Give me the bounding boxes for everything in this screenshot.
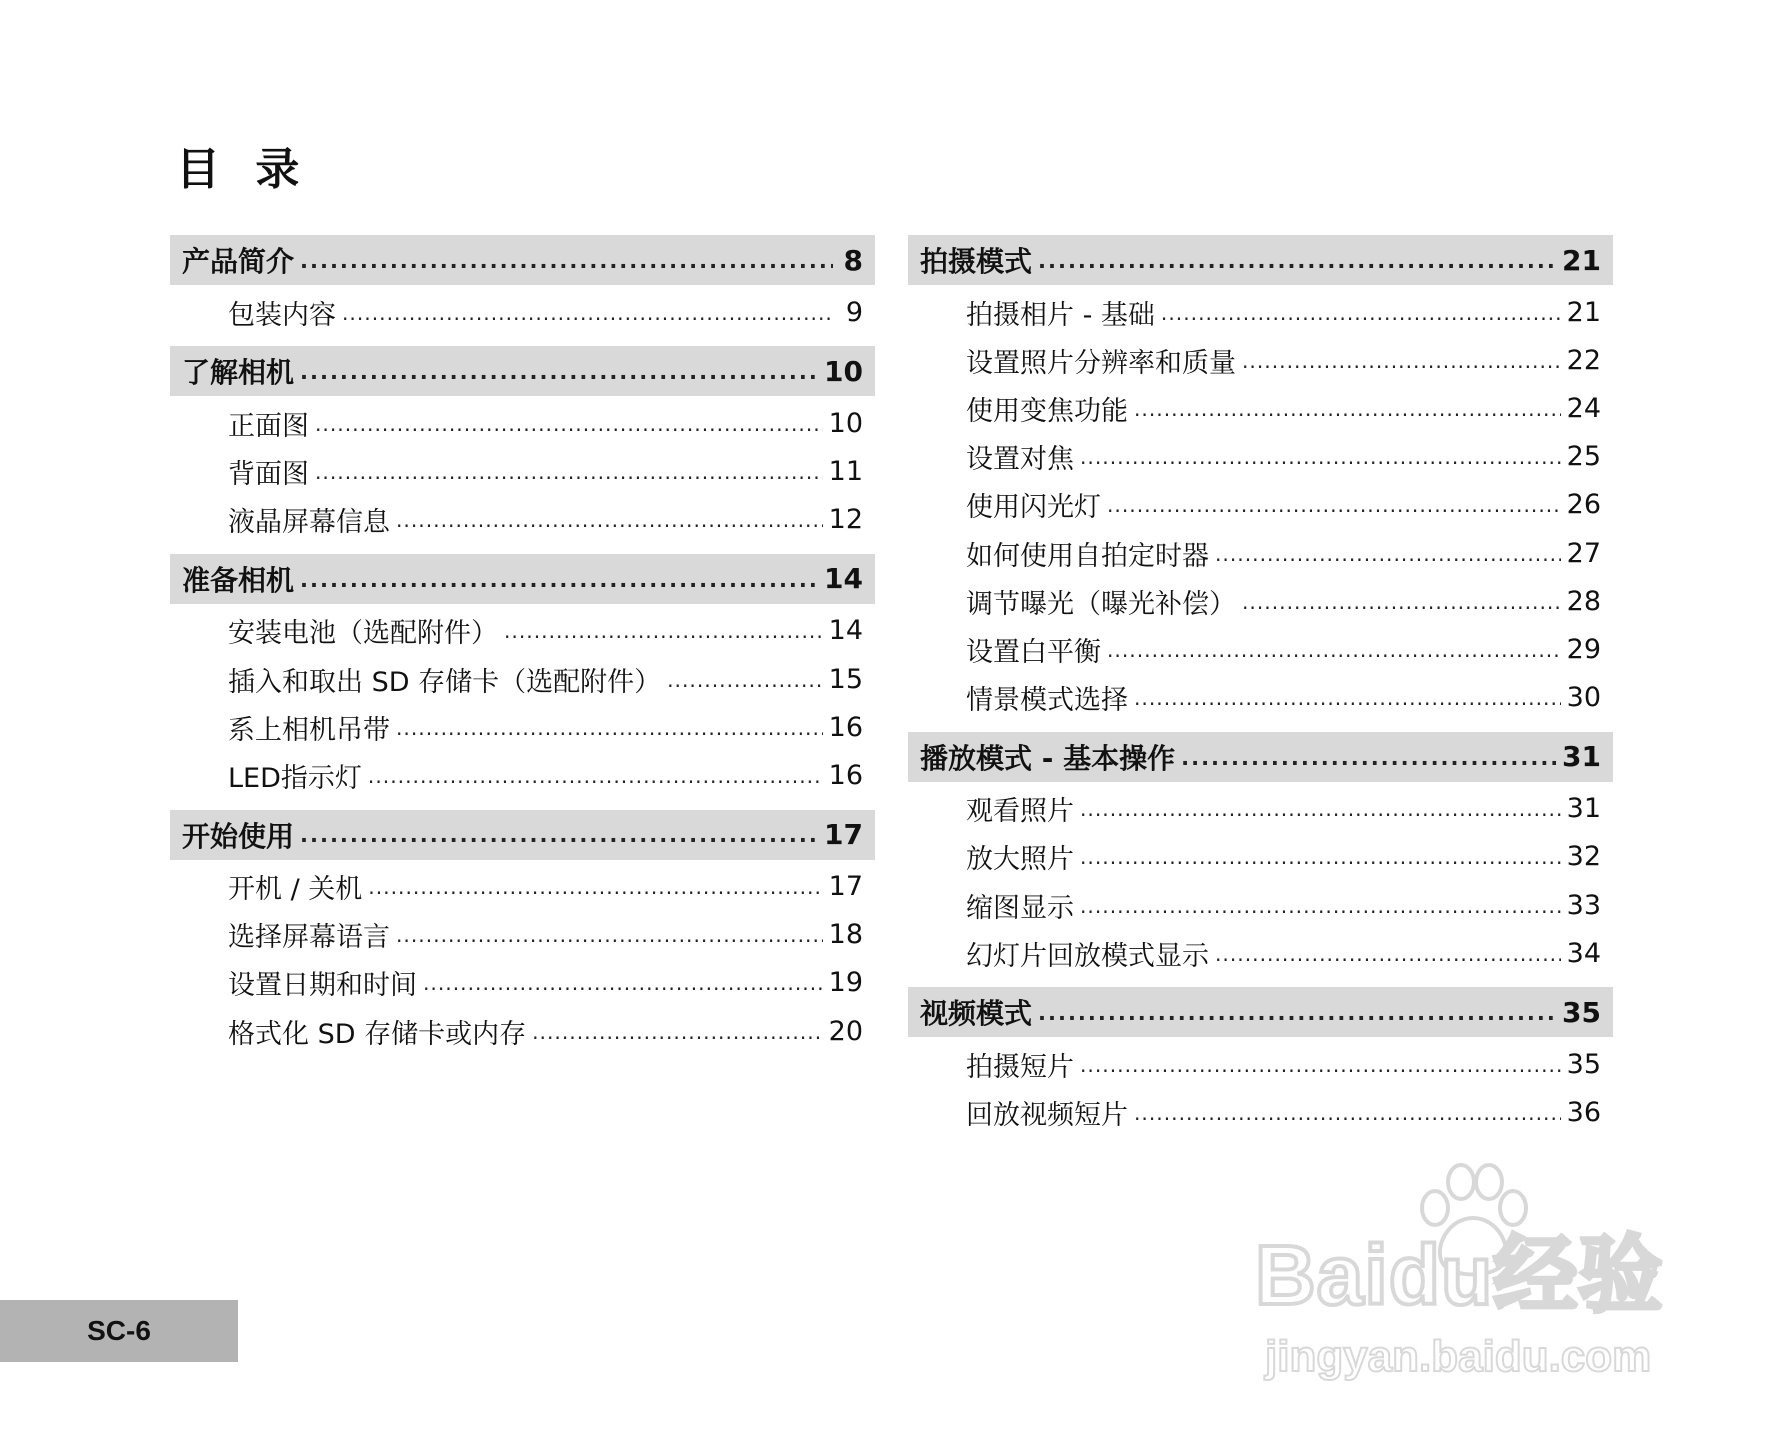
- leader-dots: [1038, 246, 1556, 274]
- toc-entry-label: 拍摄短片: [966, 1052, 1074, 1084]
- toc-entry-label: 正面图: [228, 410, 309, 442]
- toc-section: [170, 810, 875, 1056]
- toc-entry-label: 如何使用自拍定时器: [966, 540, 1209, 572]
- toc-entry-page: 34: [1566, 937, 1601, 969]
- toc-entry-label: 观看照片: [966, 796, 1074, 828]
- toc-entry[interactable]: [908, 529, 1613, 577]
- toc-entry-page: 18: [828, 919, 863, 951]
- toc-entry-page: 17: [828, 871, 863, 903]
- toc-entry-page: 27: [1566, 537, 1601, 569]
- leader-dots: [532, 1018, 823, 1045]
- toc-entry[interactable]: [170, 655, 875, 703]
- toc-entry-page: 35: [1566, 1049, 1601, 1081]
- leader-dots: [300, 246, 833, 274]
- toc-entry-label: 使用闪光灯: [966, 492, 1101, 524]
- toc-heading-page: 14: [824, 562, 863, 596]
- toc-section-heading[interactable]: [908, 987, 1613, 1037]
- toc-entry[interactable]: [908, 1040, 1613, 1088]
- leader-dots: [1161, 299, 1561, 326]
- toc-entry[interactable]: [908, 625, 1613, 673]
- toc-entry[interactable]: [170, 607, 875, 655]
- toc-heading-page: 8: [843, 243, 863, 277]
- toc-section-heading[interactable]: [170, 235, 875, 285]
- leader-dots: [1080, 1051, 1561, 1078]
- toc-entry-label: 包装内容: [228, 299, 336, 331]
- toc-entry-page: 15: [828, 663, 863, 695]
- leader-dots: [396, 921, 823, 948]
- toc-right-column: [908, 235, 1613, 1147]
- toc-section: [170, 346, 875, 544]
- toc-entry-page: 25: [1566, 441, 1601, 473]
- toc-entry[interactable]: [908, 481, 1613, 529]
- toc-entry[interactable]: [908, 336, 1613, 384]
- toc-section-heading[interactable]: [170, 554, 875, 604]
- toc-entry-label: 系上相机吊带: [228, 714, 390, 746]
- toc-section-heading[interactable]: [170, 346, 875, 396]
- toc-entry-page: 11: [828, 455, 863, 487]
- toc-entry-page: 22: [1566, 344, 1601, 376]
- toc-section-heading[interactable]: [908, 235, 1613, 285]
- toc-entry-label: 设置日期和时间: [228, 970, 417, 1002]
- toc-entry-page: 16: [828, 759, 863, 791]
- toc-section-heading[interactable]: [908, 732, 1613, 782]
- toc-entry-page: 16: [828, 711, 863, 743]
- toc-entry-page: 14: [828, 615, 863, 647]
- toc-entry[interactable]: [170, 751, 875, 799]
- toc-entry-label: 背面图: [228, 458, 309, 490]
- toc-entry[interactable]: [170, 496, 875, 544]
- leader-dots: [1134, 1099, 1561, 1126]
- toc-entry-page: 10: [828, 407, 863, 439]
- toc-entry[interactable]: [170, 288, 875, 336]
- toc-heading-label: 产品简介: [182, 245, 295, 278]
- toc-entry[interactable]: [170, 447, 875, 495]
- toc-entry[interactable]: [170, 703, 875, 751]
- toc-entry-label: 调节曝光（曝光补偿）: [966, 588, 1236, 620]
- watermark-sub-text: jingyan.baidu.com: [1265, 1332, 1652, 1381]
- toc-entry[interactable]: [170, 911, 875, 959]
- toc-entry-page: 26: [1566, 489, 1601, 521]
- toc-entry-label: 放大照片: [966, 844, 1074, 876]
- toc-heading-label: 准备相机: [182, 563, 295, 597]
- toc-section: [908, 235, 1613, 722]
- toc-entry-label: 设置对焦: [966, 444, 1074, 476]
- toc-entry[interactable]: [908, 929, 1613, 977]
- toc-entry-label: 回放视频短片: [966, 1100, 1128, 1132]
- leader-dots: [1080, 892, 1561, 919]
- toc-entry-label: 选择屏幕语言: [228, 922, 390, 954]
- toc-entry[interactable]: [908, 577, 1613, 625]
- toc-entry-label: 设置白平衡: [966, 636, 1101, 668]
- toc-entry-label: 插入和取出 SD 存储卡（选配附件）: [228, 666, 662, 698]
- leader-dots: [1134, 684, 1561, 711]
- toc-entry-label: 安装电池（选配附件）: [228, 618, 498, 650]
- leader-dots: [342, 299, 833, 326]
- toc-entry-label: 设置照片分辨率和质量: [966, 347, 1236, 379]
- toc-entry-label: 缩图显示: [966, 892, 1074, 924]
- toc-heading-label: 开始使用: [182, 819, 295, 853]
- leader-dots: [1107, 491, 1561, 518]
- leader-dots: [667, 666, 823, 693]
- toc-heading-label: 视频模式: [920, 997, 1033, 1031]
- toc-entry-page: 19: [828, 967, 863, 999]
- toc-entry-page: 36: [1566, 1097, 1601, 1129]
- toc-heading-page: 17: [824, 818, 863, 851]
- page-title: 目 录: [176, 144, 310, 195]
- leader-dots: [1080, 795, 1561, 822]
- leader-dots: [300, 357, 818, 385]
- toc-entry[interactable]: [908, 785, 1613, 833]
- leader-dots: [1215, 940, 1561, 967]
- toc-heading-page: 21: [1562, 243, 1601, 277]
- leader-dots: [368, 873, 822, 900]
- toc-entry[interactable]: [170, 399, 875, 447]
- watermark-main-text: Baidu经验: [1255, 1228, 1664, 1322]
- toc-entry[interactable]: [908, 433, 1613, 481]
- leader-dots: [396, 714, 823, 741]
- toc-section: [908, 987, 1613, 1136]
- toc-section-heading[interactable]: [170, 810, 875, 860]
- toc-entry-label: 格式化 SD 存储卡或内存: [228, 1018, 527, 1050]
- toc-entry[interactable]: [170, 1007, 875, 1055]
- toc-entry-label: 开机 / 关机: [228, 874, 363, 906]
- toc-entry-page: 12: [828, 504, 863, 536]
- toc-entry[interactable]: [908, 1089, 1613, 1137]
- leader-dots: [504, 617, 823, 644]
- toc-entry-label: 情景模式选择: [966, 685, 1128, 717]
- toc-entry[interactable]: [170, 959, 875, 1007]
- toc-entry-label: 液晶屏幕信息: [228, 507, 390, 539]
- toc-entry[interactable]: [908, 833, 1613, 881]
- leader-dots: [1181, 743, 1556, 771]
- leader-dots: [315, 410, 823, 437]
- toc-left-column: [170, 235, 875, 1065]
- leader-dots: [396, 506, 823, 533]
- toc-entry-label: 使用变焦功能: [966, 395, 1128, 427]
- page-number-tab: [0, 1300, 238, 1362]
- toc-entry-page: 33: [1566, 889, 1601, 921]
- leader-dots: [1215, 540, 1561, 567]
- baidu-watermark: [1255, 1160, 1675, 1400]
- toc-entry[interactable]: [908, 288, 1613, 336]
- leader-dots: [1080, 843, 1561, 870]
- toc-entry-page: 31: [1566, 793, 1601, 825]
- toc-entry[interactable]: [908, 881, 1613, 929]
- toc-entry-page: 30: [1566, 682, 1601, 714]
- toc-heading-page: 35: [1562, 995, 1601, 1029]
- leader-dots: [1134, 395, 1561, 422]
- leader-dots: [423, 969, 823, 996]
- toc-entry-label: LED指示灯: [228, 762, 362, 794]
- toc-entry[interactable]: [908, 384, 1613, 432]
- toc-entry[interactable]: [170, 863, 875, 911]
- toc-entry-label: 拍摄相片 - 基础: [966, 299, 1155, 331]
- leader-dots: [1107, 636, 1561, 663]
- toc-entry[interactable]: [908, 674, 1613, 722]
- toc-heading-label: 了解相机: [182, 356, 295, 390]
- toc-heading-label: 拍摄模式: [920, 245, 1033, 278]
- toc-heading-page: 31: [1562, 740, 1601, 774]
- toc-entry-label: 幻灯片回放模式显示: [966, 940, 1209, 972]
- toc-entry-page: 24: [1566, 392, 1601, 424]
- toc-section: [908, 732, 1613, 978]
- leader-dots: [1242, 347, 1561, 374]
- toc-heading-label: 播放模式 - 基本操作: [920, 741, 1176, 775]
- toc-entry-page: 28: [1566, 585, 1601, 617]
- leader-dots: [315, 458, 823, 485]
- toc-entry-page: 32: [1566, 841, 1601, 873]
- toc-entry-page: 29: [1566, 633, 1601, 665]
- toc-section: [170, 235, 875, 336]
- leader-dots: [300, 821, 818, 849]
- leader-dots: [300, 565, 818, 593]
- leader-dots: [368, 762, 823, 789]
- leader-dots: [1080, 443, 1561, 470]
- toc-heading-page: 10: [824, 354, 863, 388]
- leader-dots: [1242, 588, 1561, 615]
- leader-dots: [1038, 998, 1556, 1026]
- page-number: SC-6: [87, 1315, 151, 1346]
- toc-section: [170, 554, 875, 800]
- toc-entry-page: 9: [845, 296, 863, 328]
- toc-entry-page: 20: [828, 1015, 863, 1047]
- toc-entry-page: 21: [1566, 296, 1601, 328]
